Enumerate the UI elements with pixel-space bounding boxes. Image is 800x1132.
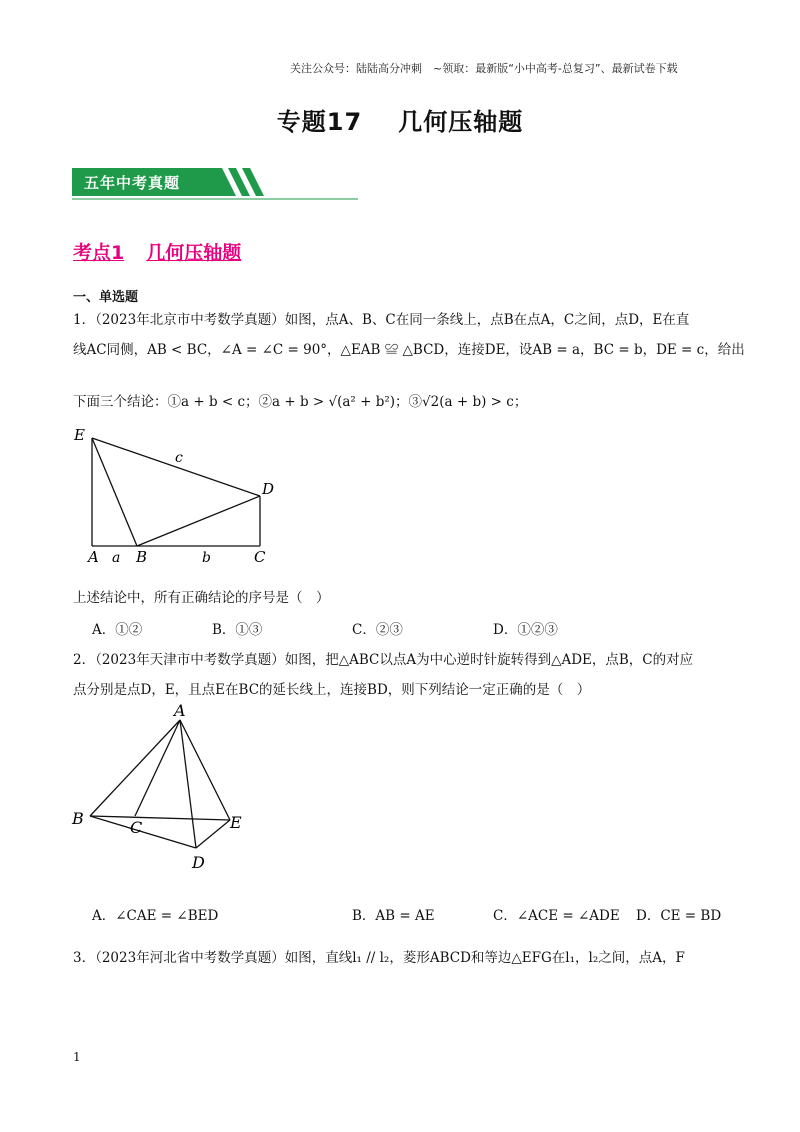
q2-option-d[interactable]: D．CE = BD — [636, 908, 722, 924]
q3-line-1: 3．（2023年河北省中考数学真题）如图，直线l₁ // l₂，菱形ABCD和等边△EFG在l₁，l₂之间，点A，F — [73, 950, 685, 966]
section-heading: 一、单选题 — [73, 290, 139, 305]
q1-line-1: 1．（2023年北京市中考数学真题）如图，点A、B、C在同一条线上，点B在点A，C之间，点D，E在直 — [73, 312, 690, 328]
q2-line-1: 2．（2023年天津市中考数学真题）如图，把△ABC以点A为中心逆时针旋转得到△ADE，点B，C的对应 — [73, 652, 694, 668]
page-number: 1 — [73, 1050, 81, 1064]
q2-label-D: D — [192, 853, 205, 872]
q1-figure — [70, 420, 290, 570]
q1-option-c[interactable]: C．②③ — [352, 622, 403, 638]
banner-label: 五年中考真题 — [84, 174, 181, 192]
q1-option-b[interactable]: B．①③ — [212, 622, 263, 638]
q1-option-a[interactable]: A．①② — [92, 622, 143, 638]
q2-line-2: 点分别是点D，E，且点E在BC的延长线上，连接BD，则下列结论一定正确的是（ ） — [73, 682, 591, 698]
q1-line-3: 下面三个结论：①a + b < c；②a + b > √(a² + b²)；③√2(a + b) > c； — [73, 394, 528, 410]
q2-label-C: C — [130, 818, 143, 837]
title-topic-number: 专题17 — [276, 108, 363, 136]
q1-label-B: B — [136, 548, 148, 566]
q2-figure — [70, 700, 260, 880]
topic-heading — [73, 238, 241, 265]
q2-label-B: B — [72, 809, 84, 828]
q2-label-E: E — [230, 813, 242, 832]
title-topic-name: 几何压轴题 — [398, 108, 524, 136]
q1-label-C: C — [254, 548, 266, 566]
q1-label-b: b — [202, 550, 211, 566]
q1-option-d[interactable]: D．①②③ — [493, 622, 558, 638]
q2-label-A: A — [174, 701, 186, 720]
q2-option-a[interactable]: A．∠CAE = ∠BED — [92, 908, 219, 924]
q1-label-a: a — [112, 550, 121, 566]
q1-label-E: E — [74, 426, 85, 444]
q1-label-A: A — [88, 548, 99, 566]
page-title — [0, 102, 800, 137]
header-note: 关注公众号：陆陆高分冲刺 ~领取：最新版“小中高考-总复习”、最新试卷下载 — [290, 62, 678, 75]
topic-name: 几何压轴题 — [146, 242, 242, 264]
q2-option-c[interactable]: C．∠ACE = ∠ADE — [493, 908, 620, 924]
topic-number: 考点1 — [73, 242, 125, 264]
q2-option-b[interactable]: B．AB = AE — [352, 908, 435, 924]
q1-line-2: 线AC同侧，AB < BC，∠A = ∠C = 90°，△EAB ≌ △BCD，连接DE，设AB = a，BC = b，DE = c，给出 — [73, 342, 745, 358]
q1-prompt: 上述结论中，所有正确结论的序号是（ ） — [73, 590, 330, 606]
q1-label-c: c — [175, 450, 183, 466]
q1-label-D: D — [262, 480, 275, 498]
